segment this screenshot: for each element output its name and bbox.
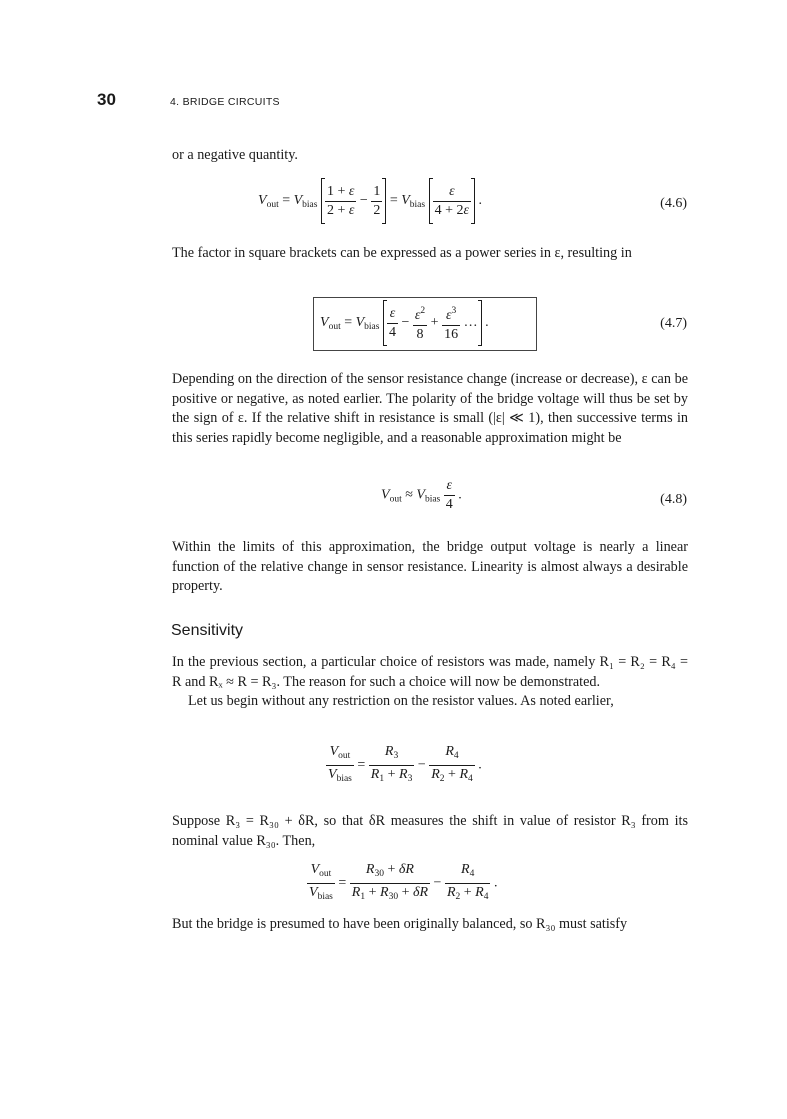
paragraph-text: Suppose R₃ = R₃₀ + δR, so that δR measures the shift in value of resistor R₃ from its nominal value R₃₀. Then,	[172, 813, 688, 849]
paragraph-4	[172, 538, 688, 597]
paragraph-text: In the previous section, a particular choice of resistors was made, namely R₁ = R₂ = R₄ = R and Rₓ ≈ R = R₃. The reason for such a choice will now be demonstrated.	[172, 654, 688, 690]
equation-4-8: $V_{out} \approx V_{bias}$ $\frac{\varepsilon}{4}$ .	[381, 478, 462, 512]
section-heading: Sensitivity	[171, 622, 244, 639]
paragraph-1	[172, 146, 688, 166]
equation-number: (4.8)	[660, 492, 687, 507]
paragraph-text: Depending on the direction of the sensor resistance change (increase or decrease), ε can be positive or negative, as noted earlier. The polarity of the bridge voltage will thus be set by the sign of ε. If the relative shift in resistance is small (|ε| ≪ 1), then successive terms in this series rapidly become negligible, and a reasonable approximation might be	[172, 371, 688, 446]
paragraph-5	[172, 653, 688, 712]
paragraph-text: The factor in square brackets can be expressed as a power series in ε, resulting in	[172, 245, 632, 261]
paragraph-text: Within the limits of this approximation, the bridge output voltage is nearly a linear function of the relative change in sensor resistance. Linearity is almost always a desirable property.	[172, 539, 688, 595]
paragraph-text: But the bridge is presumed to have been originally balanced, so R₃₀ must satisfy	[172, 916, 628, 932]
equation-shift: $\frac{V_{out}}{V_{bias}}$ = $\frac{R_{30} + \delta R}{R_1 + R_{30} + \delta R}$ − $\frac{R_4}{R_2 + R_4}$ .	[309, 862, 498, 902]
paragraph-text: Let us begin without any restriction on the resistor values. As noted earlier,	[188, 693, 614, 710]
paragraph-7	[172, 812, 688, 851]
equation-number: (4.6)	[660, 196, 687, 211]
page-number: 30	[97, 90, 116, 109]
paragraph-8	[172, 915, 688, 935]
equation-4-6: $V_{out} = V_{bias}$ $\frac{1 + \varepsilon}{2 + \varepsilon}$ − $\frac{1}{2}$ = $V_{bias}$ $\frac{\varepsilon}{4 + 2\varepsilon}$ .	[258, 178, 482, 224]
paragraph-2	[172, 244, 688, 264]
paragraph-text: or a negative quantity.	[172, 147, 298, 163]
equation-number: (4.7)	[660, 316, 687, 331]
chapter-title: 4. BRIDGE CIRCUITS	[170, 96, 280, 108]
equation-4-7: $V_{out} = V_{bias}$ $\frac{\varepsilon}{4}$ − $\frac{\varepsilon^2}{8}$ + $\frac{\varepsilon^3}{16}$ … .	[320, 300, 489, 346]
equation-ratio: $\frac{V_{out}}{V_{bias}}$ = $\frac{R_3}{R_1 + R_3}$ − $\frac{R_4}{R_2 + R_4}$ .	[328, 744, 482, 784]
paragraph-3	[172, 370, 688, 448]
